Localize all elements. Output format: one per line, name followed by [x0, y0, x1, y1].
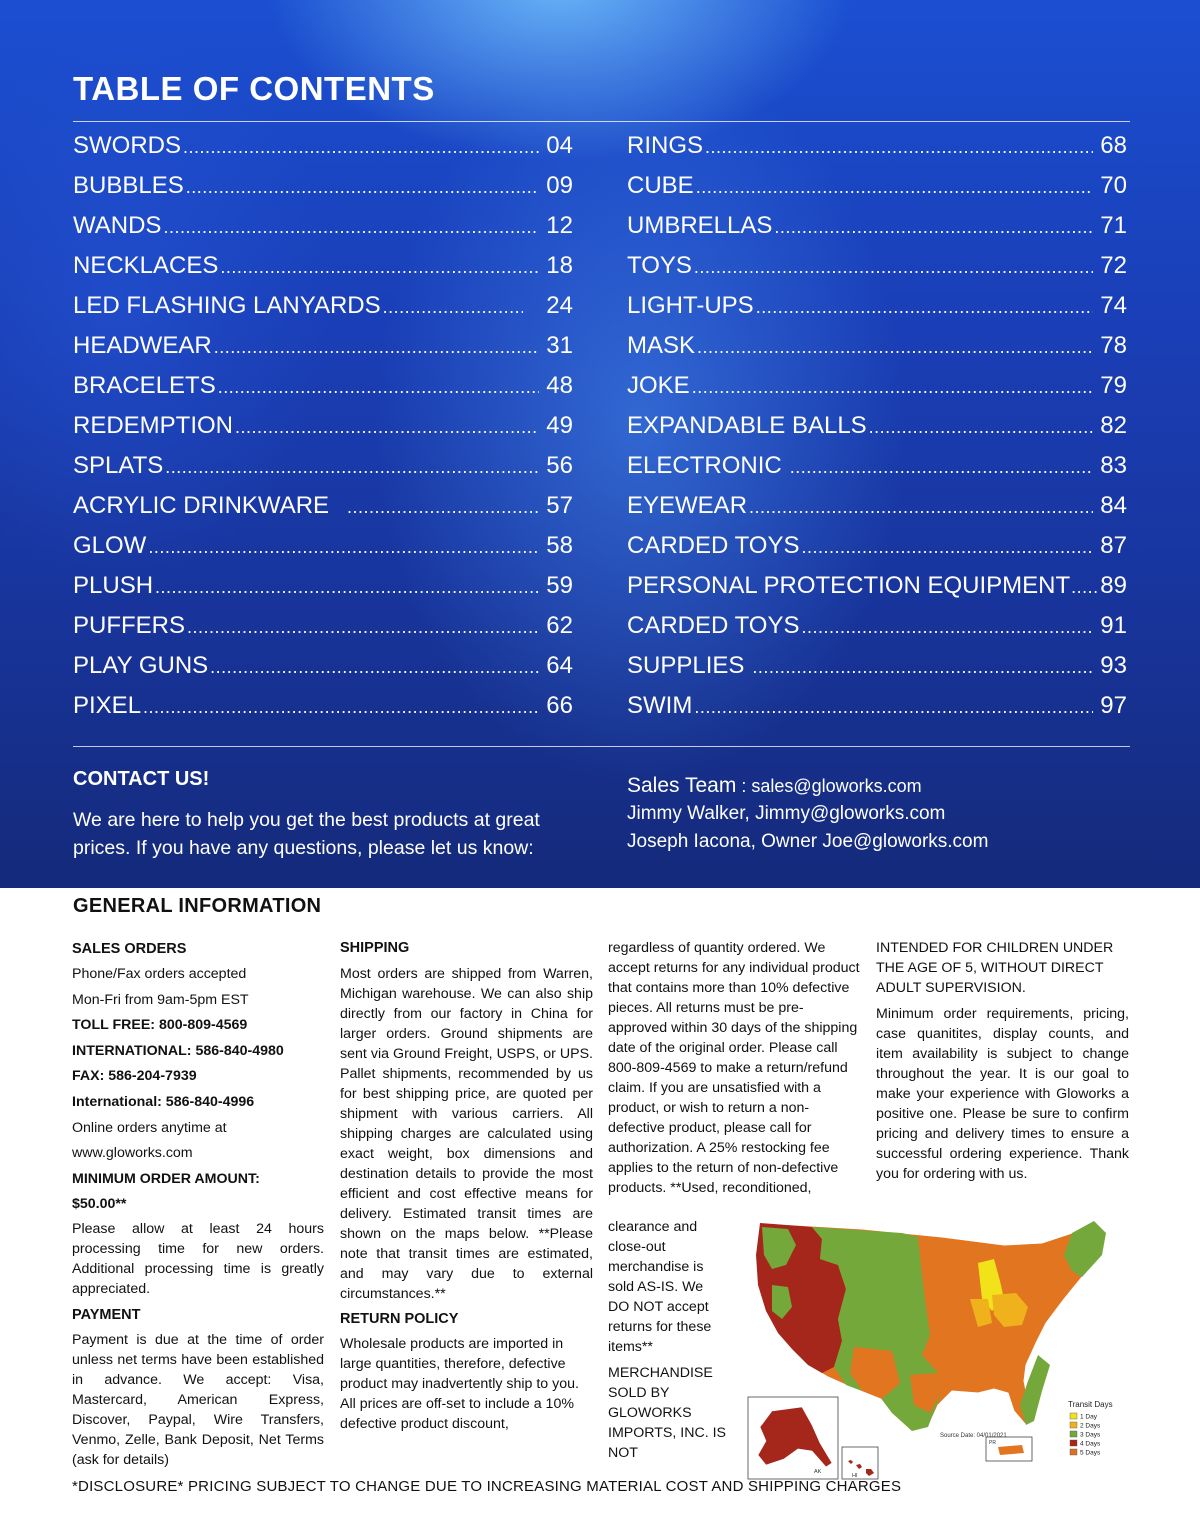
toc-entry-label: MASK	[627, 332, 696, 359]
legend-label: 4 Days	[1080, 1440, 1101, 1448]
toc-entry[interactable]	[73, 412, 573, 452]
leader-dots	[347, 497, 539, 518]
toc-entry-label: SUPPLIES	[627, 652, 745, 679]
legend-swatch	[1070, 1413, 1077, 1419]
toc-entry-page: 12	[546, 212, 573, 239]
toc-entry-page: 91	[1100, 612, 1127, 639]
leader-dots	[756, 297, 1093, 318]
toc-entry-page: 72	[1100, 252, 1127, 279]
toc-entry[interactable]	[73, 492, 573, 532]
inset-label-hi: HI	[852, 1473, 858, 1479]
toc-entry-page: 04	[546, 132, 573, 159]
website-link[interactable]: www.gloworks.com	[72, 1145, 193, 1162]
toc-entry-page: 31	[546, 332, 573, 359]
contact-heading: CONTACT US!	[73, 768, 210, 790]
sales-team-line	[627, 772, 988, 800]
general-info-title: GENERAL INFORMATION	[73, 895, 322, 917]
toc-entry-label: RINGS	[627, 132, 704, 159]
return-policy-text: clearance and close-out merchandise is sold AS-IS. We DO NOT accept returns for these items**	[608, 1219, 712, 1355]
toc-entry-label: SPLATS	[73, 452, 164, 479]
leader-dots	[210, 657, 539, 678]
terms-text: Minimum order requirements, pricing, case quanitites, display counts, and item availability is subject to change throughout the year. It is our goal to make your experience with Gloworks a positive one. Please be sure to confirm pricing and delivery times to ensure a successful ordering experience. Thank you for ordering with us.	[876, 1006, 1129, 1182]
toc-entry[interactable]	[73, 292, 573, 332]
toc-entry[interactable]	[627, 652, 1127, 692]
info-line: Mon-Fri from 9am-5pm EST	[72, 991, 249, 1008]
toc-entry-page: 48	[546, 372, 573, 399]
toc-entry-label: WANDS	[73, 212, 162, 239]
toc-entry[interactable]	[627, 692, 1127, 732]
sales-contacts	[627, 772, 988, 856]
inset-label-pr: PR	[989, 1440, 996, 1446]
toc-entry-label: PLUSH	[73, 572, 154, 599]
toc-entry[interactable]	[627, 172, 1127, 212]
legend-label: 3 Days	[1080, 1431, 1101, 1439]
toc-entry[interactable]	[627, 332, 1127, 372]
leader-dots	[697, 337, 1093, 358]
toc-entry-page: 68	[1100, 132, 1127, 159]
toc-left-column	[73, 132, 573, 732]
toc-entry-page: 83	[1100, 452, 1127, 479]
contact-person[interactable]: Joseph Iacona, Owner Joe@gloworks.com	[627, 831, 989, 852]
transit-days-map	[742, 1215, 1132, 1485]
toc-title: TABLE OF CONTENTS	[73, 70, 435, 107]
toc-entry-label: PERSONAL PROTECTION EQUIPMENT	[627, 572, 1071, 599]
toc-entry-label: TOYS	[627, 252, 692, 279]
toc-entry-page: 66	[546, 692, 573, 719]
toc-entry[interactable]	[627, 572, 1127, 612]
contact-person[interactable]: Jimmy Walker, Jimmy@gloworks.com	[627, 803, 946, 824]
leader-dots	[802, 617, 1094, 638]
payment-heading: PAYMENT	[72, 1306, 141, 1323]
toc-entry-page: 82	[1100, 412, 1127, 439]
toc-entry-page: 87	[1100, 532, 1127, 559]
return-policy-heading: RETURN POLICY	[340, 1311, 459, 1327]
divider	[73, 121, 1130, 122]
toc-entry[interactable]	[73, 532, 573, 572]
toc-entry-page: 89	[1100, 572, 1127, 599]
leader-dots	[696, 177, 1093, 198]
toc-entry[interactable]	[73, 132, 573, 172]
toc-entry-label: HEADWEAR	[73, 332, 212, 359]
toc-entry-page: 70	[1100, 172, 1127, 199]
leader-dots	[694, 257, 1093, 278]
pricing-disclosure: *DISCLOSURE* PRICING SUBJECT TO CHANGE DUE TO INCREASING MATERIAL COST AND SHIPPING CHARGES	[72, 1478, 902, 1495]
toc-entry-page: 24	[546, 292, 573, 319]
toc-entry[interactable]	[627, 252, 1127, 292]
toc-entry[interactable]	[73, 172, 573, 212]
toc-entry-page: 74	[1100, 292, 1127, 319]
shipping-column	[340, 938, 593, 1434]
legend-label: 5 Days	[1080, 1449, 1101, 1457]
toc-entry-page: 64	[546, 652, 573, 679]
toc-entry-label: SWORDS	[73, 132, 181, 159]
leader-dots	[186, 177, 539, 198]
age-warning: INTENDED FOR CHILDREN UNDER THE AGE OF 5, WITHOUT DIRECT ADULT SUPERVISION.	[876, 940, 1114, 996]
toc-entry[interactable]	[627, 412, 1127, 452]
toc-entry-page: 93	[1100, 652, 1127, 679]
toc-entry-label: EYEWEAR	[627, 492, 748, 519]
toc-entry-label: BRACELETS	[73, 372, 216, 399]
toc-entry[interactable]	[73, 572, 573, 612]
toc-entry[interactable]	[627, 132, 1127, 172]
notice-column	[876, 938, 1129, 1184]
toc-entry[interactable]	[73, 652, 573, 692]
info-line: Phone/Fax orders accepted	[72, 966, 247, 982]
toc-entry-page: 78	[1100, 332, 1127, 359]
leader-dots	[165, 457, 539, 478]
toc-entry[interactable]	[627, 492, 1127, 532]
hawaii-inset-frame	[842, 1447, 878, 1479]
leader-dots	[143, 697, 539, 718]
legend-swatch	[1070, 1449, 1077, 1455]
sales-email-link[interactable]: : sales@gloworks.com	[736, 776, 922, 796]
toc-entry-page: 97	[1100, 692, 1127, 719]
leader-dots	[383, 297, 523, 318]
return-policy-text: Wholesale products are imported in large quantities, therefore, defective product may inadvertently ship to you. All prices are off-set to include a 10% defective product discount,	[340, 1336, 579, 1432]
leader-dots	[187, 617, 539, 638]
minimum-order-amount: $50.00**	[72, 1196, 127, 1213]
inset-label-ak: AK	[814, 1469, 822, 1475]
leader-dots	[774, 217, 1093, 238]
toc-entry-page: 84	[1100, 492, 1127, 519]
leader-dots	[163, 217, 539, 238]
toc-entry[interactable]	[73, 692, 573, 732]
toc-entry[interactable]	[627, 212, 1127, 252]
legend-title: Transit Days	[1068, 1400, 1113, 1409]
leader-dots	[790, 457, 1093, 478]
return-policy-column	[608, 938, 862, 1198]
toc-entry[interactable]	[73, 252, 573, 292]
divider	[73, 746, 1130, 747]
payment-text: Payment is due at the time of order unless net terms have been established in advance. We accept: Visa, Mastercard, American Express, Discover, Paypal, Wire Transfers, Venmo, Zelle, Bank Deposit, Net Terms (ask for details)	[72, 1331, 324, 1468]
toc-entry-page: 59	[546, 572, 573, 599]
leader-dots	[220, 257, 539, 278]
leader-dots	[1071, 577, 1097, 598]
leader-dots	[235, 417, 539, 438]
leader-dots	[155, 577, 539, 598]
return-policy-continued	[608, 1217, 728, 1463]
toc-entry-label: LED FLASHING LANYARDS	[73, 292, 381, 319]
leader-dots	[869, 417, 1093, 438]
toc-entry[interactable]	[627, 372, 1127, 412]
toc-entry[interactable]	[73, 612, 573, 652]
international-number[interactable]: INTERNATIONAL: 586-840-4980	[72, 1042, 284, 1059]
toc-entry-page: 18	[546, 252, 573, 279]
legend-swatch	[1070, 1431, 1077, 1437]
toc-entry-label: PIXEL	[73, 692, 142, 719]
toc-entry-label: PLAY GUNS	[73, 652, 209, 679]
leader-dots	[752, 657, 1093, 678]
leader-dots	[148, 537, 539, 558]
toc-entry-page: 49	[546, 412, 573, 439]
toc-entry-label: CARDED TOYS	[627, 612, 800, 639]
legend-label: 1 Day	[1080, 1413, 1097, 1421]
toc-entry-page: 62	[546, 612, 573, 639]
toc-entry-page: 71	[1100, 212, 1127, 239]
leader-dots	[183, 137, 539, 158]
legend-swatch	[1070, 1422, 1077, 1428]
contact-text: We are here to help you get the best products at great prices. If you have any questions, please let us know:	[73, 809, 540, 859]
toc-entry-label: EXPANDABLE BALLS	[627, 412, 867, 439]
toc-entry-page: 56	[546, 452, 573, 479]
leader-dots	[749, 497, 1093, 518]
toll-free-number[interactable]: TOLL FREE: 800-809-4569	[72, 1017, 248, 1034]
leader-dots	[214, 337, 539, 358]
toc-entry-label: SWIM	[627, 692, 693, 719]
toc-entry-label: UMBRELLAS	[627, 212, 773, 239]
toc-entry-label: ACRYLIC DRINKWARE	[73, 492, 330, 519]
source-date: Source Date: 04/01/2021	[940, 1433, 1007, 1439]
toc-entry-label: REDEMPTION	[73, 412, 234, 439]
toc-entry[interactable]	[627, 452, 1127, 492]
toc-entry[interactable]	[73, 452, 573, 492]
toc-entry-label: PUFFERS	[73, 612, 186, 639]
toc-entry-label: ELECTRONIC	[627, 452, 782, 479]
toc-entry[interactable]	[73, 332, 573, 372]
toc-entry-label: BUBBLES	[73, 172, 184, 199]
leader-dots	[802, 537, 1094, 558]
leader-dots	[218, 377, 539, 398]
toc-entry-label: NECKLACES	[73, 252, 219, 279]
legend-label: 2 Days	[1080, 1422, 1101, 1430]
toc-entry[interactable]	[627, 532, 1127, 572]
international-number-2[interactable]: International: 586-840-4996	[72, 1093, 255, 1110]
sales-orders-column	[72, 939, 324, 1470]
toc-entry[interactable]	[73, 372, 573, 412]
toc-entry-label: LIGHT-UPS	[627, 292, 754, 319]
merchandise-notice: MERCHANDISE SOLD BY GLOWORKS IMPORTS, INC. IS NOT	[608, 1365, 726, 1461]
info-line: Online orders anytime at	[72, 1119, 227, 1136]
processing-text: Please allow at least 24 hours processing time for new orders. Additional processing time is greatly appreciated.	[72, 1220, 324, 1297]
sales-team-label: Sales Team	[627, 774, 737, 797]
toc-entry-page: 09	[546, 172, 573, 199]
shipping-heading: SHIPPING	[340, 940, 410, 956]
toc-entry-page: 79	[1100, 372, 1127, 399]
toc-entry-page: 57	[546, 492, 573, 519]
toc-entry-page: 58	[546, 532, 573, 559]
toc-entry[interactable]	[73, 212, 573, 252]
leader-dots	[694, 697, 1093, 718]
minimum-order-heading: MINIMUM ORDER AMOUNT:	[72, 1170, 260, 1187]
return-policy-text: regardless of quantity ordered. We accept returns for any individual product that contains more than 10% defective pieces. All returns must be pre-approved within 30 days of the shipping date of the original order. Please call 800-809-4569 to make a return/refund claim. If you are unsatisfied with a product, or wish to return a non-defective product, please call for authorization. A 25% restocking fee applies to the return of non-defective products. **Used, reconditioned,	[608, 940, 860, 1196]
legend	[1070, 1413, 1101, 1457]
legend-swatch	[1070, 1440, 1077, 1446]
leader-dots	[705, 137, 1093, 158]
shipping-text: Most orders are shipped from Warren, Michigan warehouse. We can also ship directly from our factory in China for larger orders. Ground shipments are sent via Ground Freight, USPS, or UPS. Pallet shipments, recommended by us for best shipping price, are quoted per shipment with various carriers. All shipping charges are calculated using exact weight, box dimensions and destination details to provide the most efficient and cost effective means for delivery. Estimated transit times are shown on the maps below. **Please note that transit times are estimated, and may vary due to external circumstances.**	[340, 966, 593, 1302]
leader-dots	[692, 377, 1093, 398]
toc-entry-label: GLOW	[73, 532, 147, 559]
fax-number[interactable]: FAX: 586-204-7939	[72, 1068, 197, 1085]
sales-orders-heading: SALES ORDERS	[72, 941, 187, 957]
toc-entry[interactable]	[627, 612, 1127, 652]
toc-right-column	[627, 132, 1127, 732]
toc-entry[interactable]	[627, 292, 1127, 332]
toc-entry-label: CUBE	[627, 172, 694, 199]
toc-entry-label: JOKE	[627, 372, 690, 399]
toc-entry-label: CARDED TOYS	[627, 532, 800, 559]
